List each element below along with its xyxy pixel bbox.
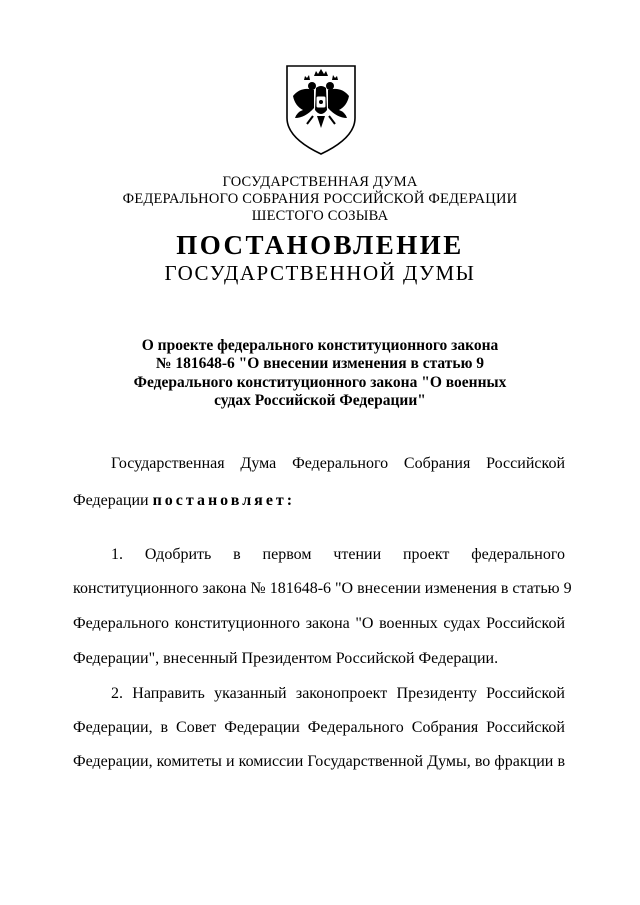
coat-of-arms-emblem-icon bbox=[283, 62, 359, 158]
paragraph-1-line-2: конституционного закона № 181648-6 "О внесении изменения в статью 9 bbox=[73, 580, 572, 597]
paragraph-2-line-2: Федерации, в Совет Федерации Федерального Собрания Российской bbox=[73, 719, 565, 736]
header-line-3: ШЕСТОГО СОЗЫВА bbox=[251, 208, 389, 224]
paragraph-2-line-1: 2. Направить указанный законопроект Президенту Российской bbox=[111, 685, 565, 702]
document-title: ПОСТАНОВЛЕНИЕ bbox=[176, 230, 464, 260]
about-line-2: № 181648-6 "О внесении изменения в статью 9 bbox=[155, 355, 485, 372]
document-subtitle: ГОСУДАРСТВЕННОЙ ДУМЫ bbox=[164, 261, 476, 285]
preamble-resolves: постановляет: bbox=[152, 492, 296, 509]
paragraph-2-line-3: Федерации, комитеты и комиссии Государственной Думы, во фракции в bbox=[73, 753, 565, 770]
preamble-line-2 bbox=[73, 491, 565, 511]
header-line-1: ГОСУДАРСТВЕННАЯ ДУМА bbox=[222, 174, 418, 190]
paragraph-1-line-4: Федерации", внесенный Президентом Российской Федерации. bbox=[73, 650, 499, 667]
paragraph-1-line-1: 1. Одобрить в первом чтении проект федерального bbox=[111, 546, 565, 563]
preamble-text: Федерации bbox=[73, 492, 153, 509]
about-line-4: судах Российской Федерации" bbox=[214, 392, 426, 409]
paragraph-1-line-3: Федерального конституционного закона "О военных судах Российской bbox=[73, 615, 565, 632]
about-line-1: О проекте федерального конституционного закона bbox=[141, 337, 499, 354]
header-line-2: ФЕДЕРАЛЬНОГО СОБРАНИЯ РОССИЙСКОЙ ФЕДЕРАЦИИ bbox=[122, 191, 518, 207]
about-line-3: Федерального конституционного закона "О военных bbox=[133, 374, 507, 391]
preamble-line-1: Государственная Дума Федерального Собрания Российской bbox=[111, 455, 565, 472]
